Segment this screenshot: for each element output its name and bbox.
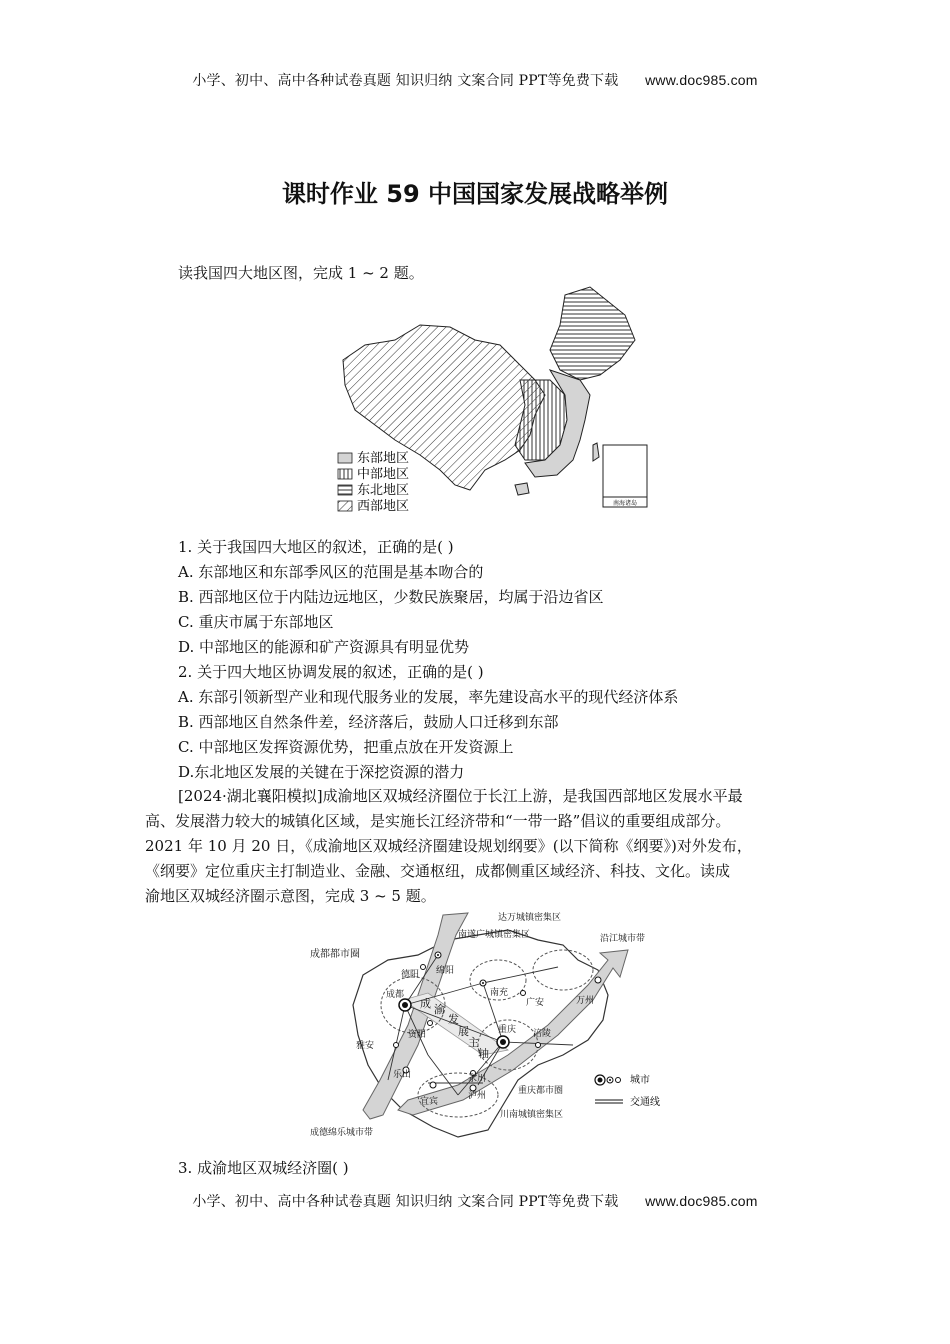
- hainan-island: [515, 483, 529, 495]
- map1-legend: [338, 450, 409, 514]
- question-1-stem: 1. 关于我国四大地区的叙述，正确的是( ): [178, 538, 454, 556]
- intro-text: 读我国四大地区图，完成 1 ~ 2 题。: [178, 264, 424, 282]
- svg-text:展: 展: [458, 1025, 469, 1038]
- label-chongqing-metro: 重庆都市圈: [518, 1086, 564, 1096]
- label-chuannan-cluster: 川南城镇密集区: [500, 1110, 564, 1120]
- svg-text:渝: 渝: [434, 1003, 445, 1016]
- label-fuling: 涪陵: [533, 1029, 552, 1039]
- question-2-option-d: D.东北地区发展的关键在于深挖资源的潜力: [178, 763, 465, 781]
- page-title: 课时作业 59 中国国家发展战略举例: [281, 180, 669, 208]
- label-deyang: 德阳: [401, 970, 420, 980]
- label-chengdu-metro: 成都都市圈: [310, 949, 360, 960]
- passage-line-1: [2024·湖北襄阳模拟]成渝地区双城经济圈位于长江上游，是我国西部地区发展水平最: [178, 787, 743, 805]
- passage-line-3: 2021 年 10 月 20 日，《成渝地区双城经济圈建设规划纲要》(以下简称《纲要》)对外发布，: [145, 837, 752, 855]
- passage-line-5: 渝地区双城经济圈示意图，完成 3 ~ 5 题。: [145, 887, 436, 905]
- question-1-option-a: A. 东部地区和东部季风区的范围是基本吻合的: [178, 563, 484, 581]
- chengyu-economic-circle-map: [308, 905, 678, 1143]
- inset-label: 南海诸岛: [612, 500, 638, 507]
- label-nanchong: 南充: [490, 988, 509, 998]
- page-header: [0, 70, 950, 90]
- label-wanzhou: 万州: [576, 996, 595, 1006]
- legend-transport: 交通线: [630, 1097, 660, 1108]
- question-3-stem: 3. 成渝地区双城经济圈( ): [178, 1159, 349, 1177]
- label-yibin: 宜宾: [420, 1097, 439, 1107]
- question-1-option-d: D. 中部地区的能源和矿产资源具有明显优势: [178, 638, 470, 656]
- question-1-option-b: B. 西部地区位于内陆边远地区，少数民族聚居，均属于沿边省区: [178, 588, 604, 606]
- china-regions-map: [335, 285, 650, 517]
- svg-text:主: 主: [468, 1036, 479, 1049]
- question-2-option-b: B. 西部地区自然条件差，经济落后，鼓励人口迁移到东部: [178, 713, 559, 731]
- legend-city: 城市: [630, 1075, 650, 1086]
- legend-central: 中部地区: [357, 467, 410, 482]
- page-footer: [0, 1191, 950, 1211]
- label-yongchuan: 永川: [468, 1074, 487, 1084]
- map2-legend: [595, 1073, 660, 1108]
- label-chongqing: 重庆: [498, 1025, 517, 1035]
- label-riverside-belt: 沿江城市带: [600, 934, 646, 944]
- label-chengdemianle-belt: 成德绵乐城市带: [310, 1128, 374, 1138]
- northeast-region: [550, 287, 635, 380]
- svg-text:轴: 轴: [478, 1047, 489, 1060]
- header-site[interactable]: www.doc985.com: [645, 72, 758, 88]
- legend-west: 西部地区: [357, 499, 410, 514]
- question-2-option-c: C. 中部地区发挥资源优势，把重点放在开发资源上: [178, 738, 514, 756]
- footer-site[interactable]: www.doc985.com: [645, 1193, 758, 1209]
- label-ziyang: 资阳: [408, 1030, 427, 1040]
- label-nansui-cluster: 南遂广城镇密集区: [458, 930, 531, 940]
- label-mianyang: 绵阳: [436, 966, 455, 976]
- label-guangan: 广安: [526, 998, 545, 1008]
- header-text: 小学、初中、高中各种试卷真题 知识归纳 文案合同 PPT等免费下载: [192, 73, 619, 89]
- label-leshan: 乐山: [393, 1070, 412, 1080]
- label-dazhou-cluster: 达万城镇密集区: [498, 913, 562, 923]
- question-2-option-a: A. 东部引领新型产业和现代服务业的发展，率先建设高水平的现代经济体系: [178, 688, 679, 706]
- question-1-option-c: C. 重庆市属于东部地区: [178, 613, 334, 631]
- legend-northeast: 东北地区: [357, 483, 410, 498]
- south-sea-inset: [603, 445, 647, 507]
- passage-line-2: 高、发展潜力较大的城镇化区域，是实施长江经济带和“一带一路”倡议的重要组成部分。: [145, 812, 731, 830]
- taiwan-island: [593, 443, 599, 461]
- legend-east: 东部地区: [357, 451, 410, 466]
- passage-line-4: 《纲要》定位重庆主打制造业、金融、交通枢纽，成都侧重区域经济、科技、文化。读成: [145, 862, 731, 880]
- footer-text: 小学、初中、高中各种试卷真题 知识归纳 文案合同 PPT等免费下载: [192, 1194, 619, 1210]
- question-2-stem: 2. 关于四大地区协调发展的叙述，正确的是( ): [178, 663, 484, 681]
- svg-text:发: 发: [448, 1013, 459, 1026]
- svg-text:成: 成: [420, 997, 431, 1010]
- label-chengdu: 成都: [386, 990, 405, 1000]
- label-luzhou: 泸州: [468, 1091, 487, 1101]
- label-yaan: 雅安: [356, 1041, 375, 1051]
